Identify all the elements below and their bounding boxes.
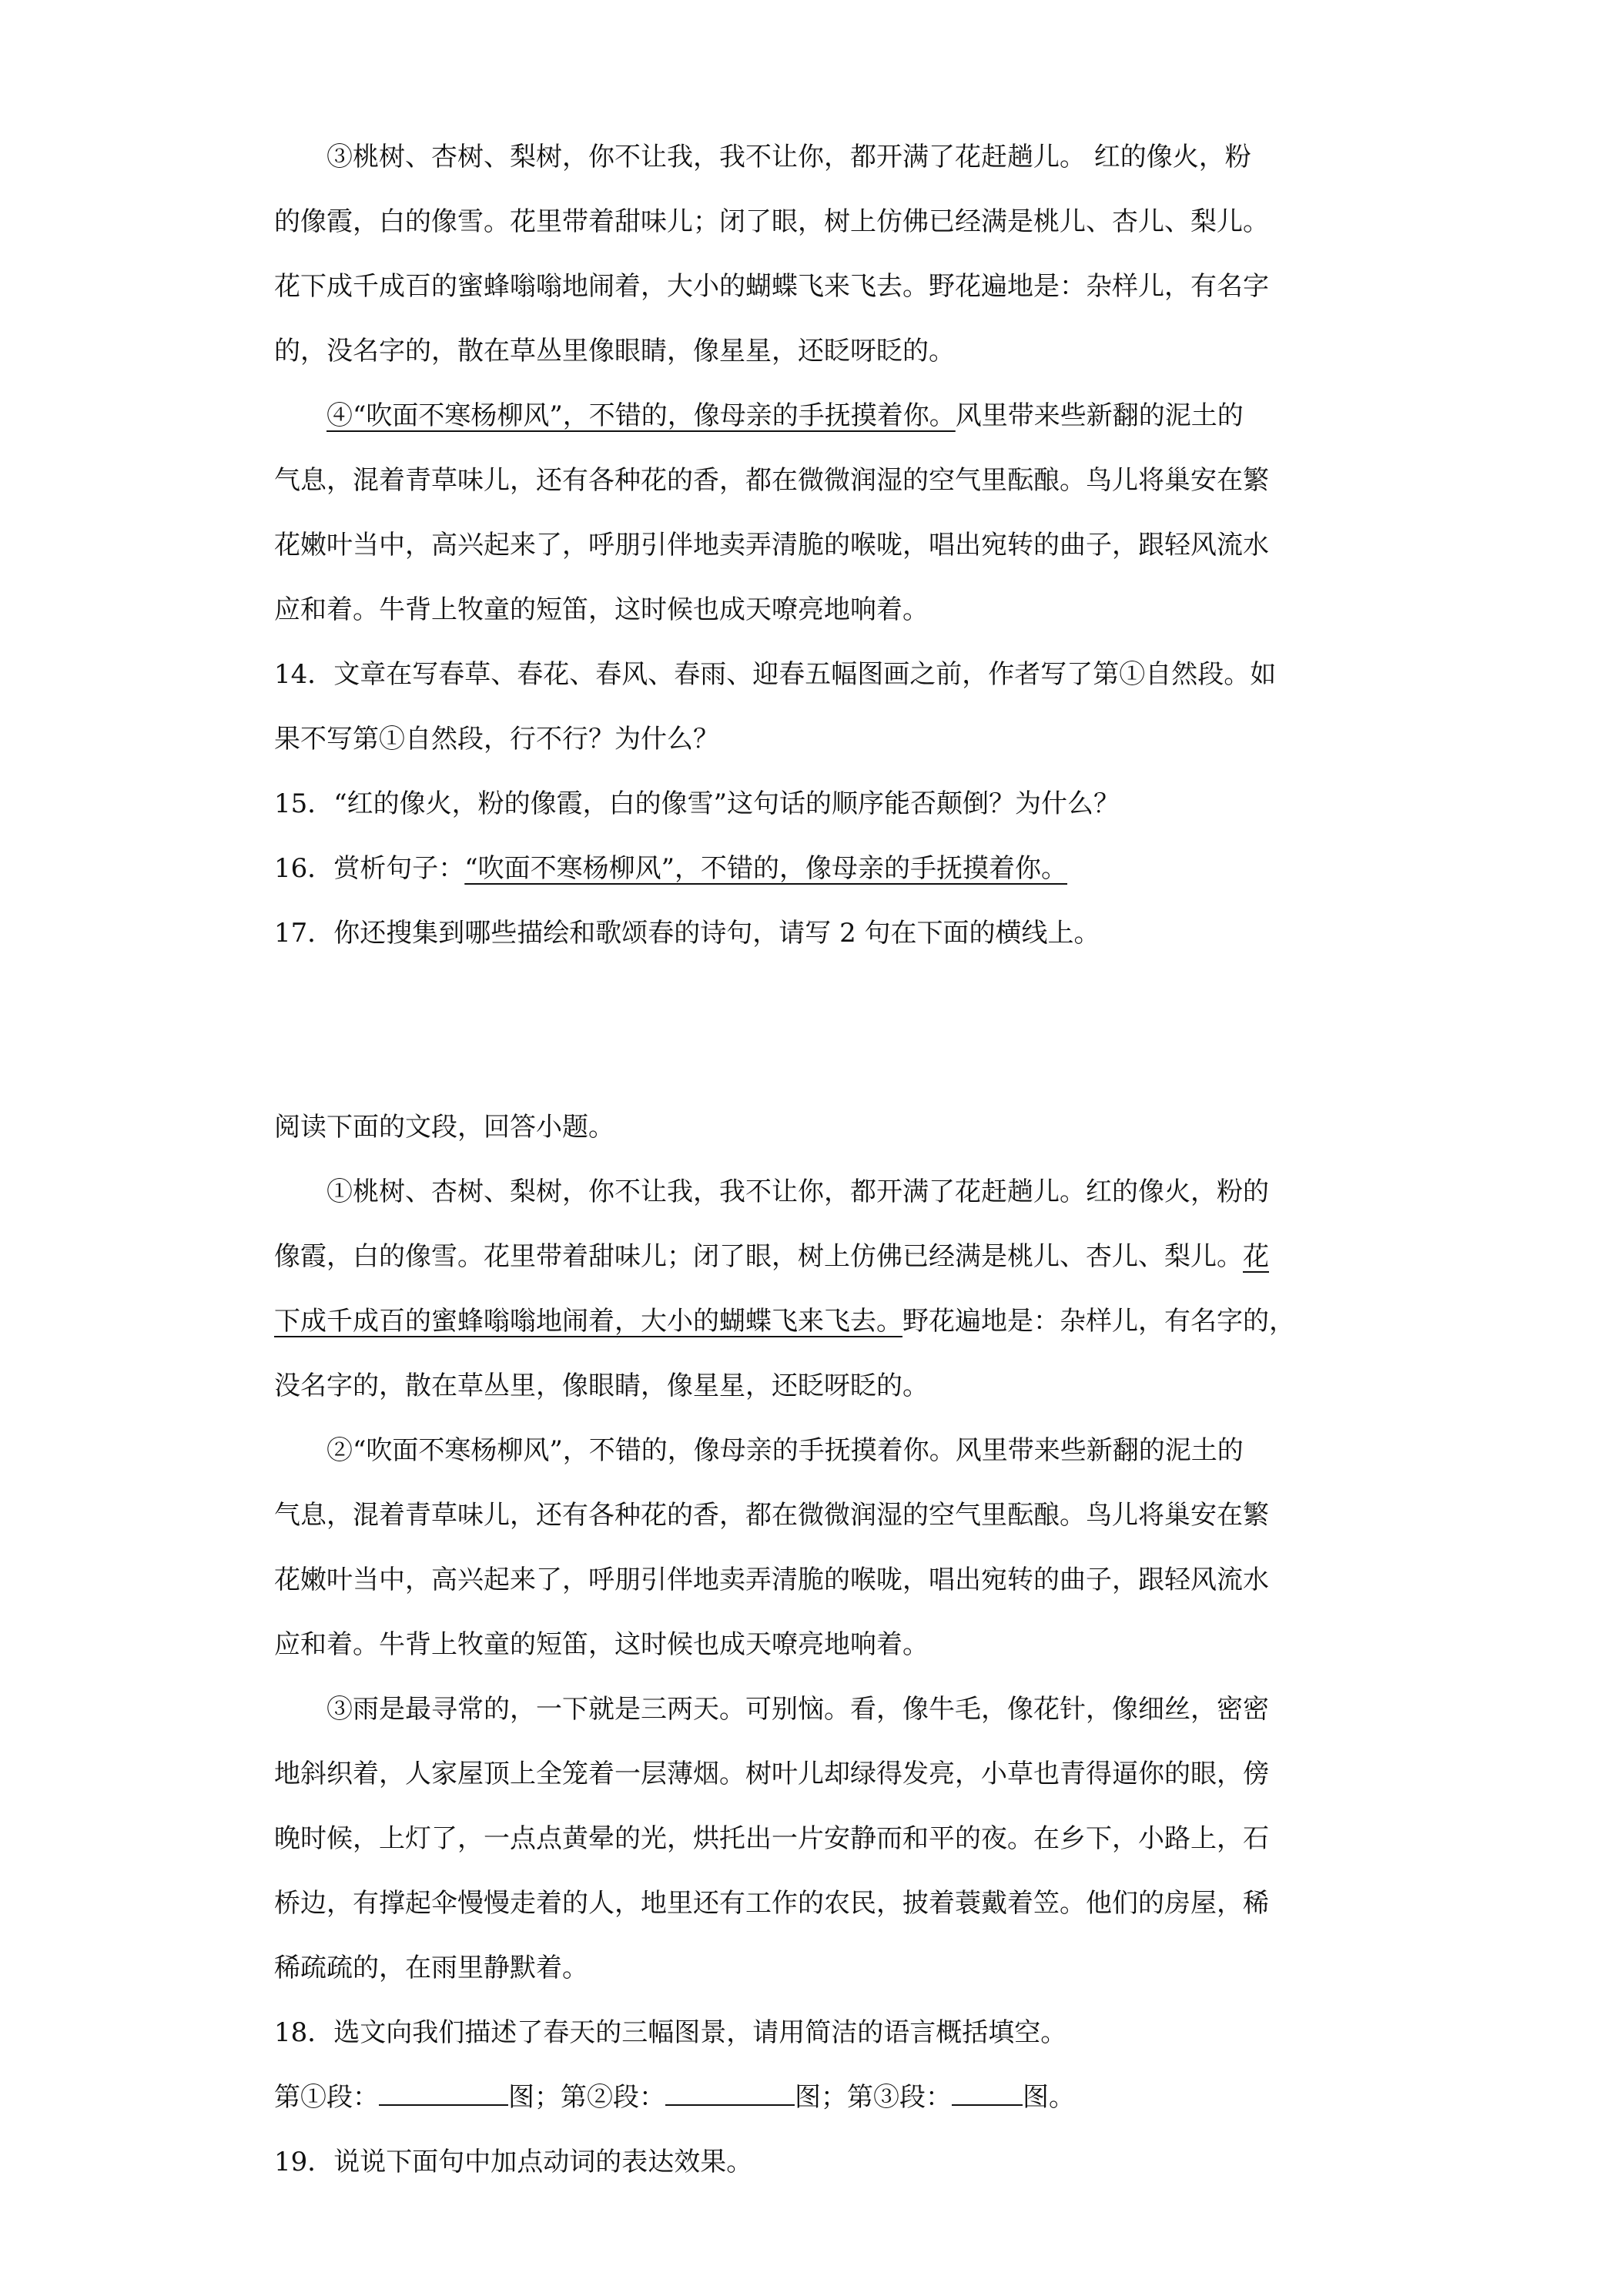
text-line: 气息，混着青草味儿，还有各种花的香，都在微微润湿的空气里酝酿。鸟儿将巢安在繁 <box>274 465 1269 496</box>
text-line: 花嫩叶当中，高兴起来了，呼朋引伴地卖弄清脆的喉咙，唱出宛转的曲子，跟轻风流水 <box>274 1565 1269 1595</box>
question-15: 15．“红的像火，粉的像霞，白的像雪”这句话的顺序能否颠倒？为什么？ <box>274 788 1120 819</box>
text-line: ③雨是最寻常的，一下就是三两天。可别恼。看，像牛毛，像花针，像细丝，密密 <box>326 1694 1269 1725</box>
text-line: 没名字的，散在草丛里，像眼睛，像星星，还眨呀眨的。 <box>274 1371 929 1401</box>
text-segment: 图；第②段： <box>508 2082 665 2113</box>
passage2-paragraph-1 <box>274 1160 1360 1418</box>
passage1-paragraph-3 <box>274 125 1360 383</box>
text-segment: 16．赏析句子： <box>274 853 465 884</box>
text-line <box>274 1224 1360 1289</box>
text-line: 花下成千成百的蜜蜂嗡嗡地闹着，大小的蝴蝶飞来飞去。野花遍地是：杂样儿，有名字 <box>274 271 1269 302</box>
text-line: 晚时候，上灯了，一点点黄晕的光，烘托出一片安静而和平的夜。在乡下，小路上，石 <box>274 1823 1269 1854</box>
text-segment: 像霞，白的像雪。花里带着甜味儿；闭了眼，树上仿佛已经满是桃儿、杏儿、梨儿。 <box>274 1241 1243 1272</box>
text-line <box>274 383 1360 448</box>
text-segment: 图。 <box>1023 2082 1075 2113</box>
text-segment: 风里带来些新翻的泥土的 <box>955 400 1244 431</box>
text-line: 气息，混着青草味儿，还有各种花的香，都在微微润湿的空气里酝酿。鸟儿将巢安在繁 <box>274 1500 1269 1531</box>
passage2-paragraph-2 <box>274 1418 1360 1677</box>
passage2-paragraph-3 <box>274 1677 1360 2000</box>
text-line: 的，没名字的，散在草丛里像眼睛，像星星，还眨呀眨的。 <box>274 336 955 366</box>
text-line: ③桃树、杏树、梨树，你不让我，我不让你，都开满了花赶趟儿。 红的像火，粉 <box>326 142 1251 172</box>
questions-14-17 <box>274 642 1360 966</box>
text-line: ①桃树、杏树、梨树，你不让我，我不让你，都开满了花赶趟儿。红的像火，粉的 <box>326 1176 1269 1207</box>
text-segment: 图；第③段： <box>795 2082 952 2113</box>
text-line: 花嫩叶当中，高兴起来了，呼朋引伴地卖弄清脆的喉咙，唱出宛转的曲子，跟轻风流水 <box>274 530 1269 561</box>
reading-intro <box>274 1095 1360 1160</box>
answer-blank-3[interactable] <box>952 2078 1023 2106</box>
question-17: 17．你还搜集到哪些描绘和歌颂春的诗句，请写 2 句在下面的横线上。 <box>274 918 1100 949</box>
underlined-sentence: 花 <box>1243 1241 1269 1272</box>
passage1-paragraph-4 <box>274 383 1360 642</box>
underlined-sentence: 下成千成百的蜜蜂嗡嗡地闹着，大小的蝴蝶飞来飞去。 <box>274 1306 902 1337</box>
question-16 <box>274 836 1360 901</box>
text-line <box>274 1289 1360 1354</box>
text-line: 稀疏疏的，在雨里静默着。 <box>274 1953 588 1983</box>
text-segment: 野花遍地是：杂样儿，有名字的， <box>902 1306 1295 1337</box>
text-segment: 第①段： <box>274 2082 379 2113</box>
question-19: 19．说说下面句中加点动词的表达效果。 <box>274 2147 753 2177</box>
question-14-line-1: 14．文章在写春草、春花、春风、春雨、迎春五幅图画之前，作者写了第①自然段。如 <box>274 659 1277 690</box>
text-line: ②“吹面不寒杨柳风”，不错的，像母亲的手抚摸着你。风里带来些新翻的泥土的 <box>326 1435 1244 1466</box>
text-line: 应和着。牛背上牧童的短笛，这时候也成天嘹亮地响着。 <box>274 1629 929 1660</box>
text-line: 桥边，有撑起伞慢慢走着的人，地里还有工作的农民，披着蓑戴着笠。他们的房屋，稀 <box>274 1888 1269 1919</box>
underlined-sentence: “吹面不寒杨柳风”，不错的，像母亲的手抚摸着你。 <box>464 853 1068 884</box>
text-line: 应和着。牛背上牧童的短笛，这时候也成天嘹亮地响着。 <box>274 594 929 625</box>
text-line: 地斜织着，人家屋顶上全笼着一层薄烟。树叶儿却绿得发亮，小草也青得逼你的眼，傍 <box>274 1759 1269 1789</box>
questions-18-19 <box>274 2000 1360 2194</box>
intro-line: 阅读下面的文段，回答小题。 <box>274 1112 614 1143</box>
text-line: 的像霞，白的像雪。花里带着甜味儿；闭了眼，树上仿佛已经满是桃儿、杏儿、梨儿。 <box>274 206 1269 237</box>
answer-blank-1[interactable] <box>379 2078 508 2106</box>
question-18: 18．选文向我们描述了春天的三幅图景，请用简洁的语言概括填空。 <box>274 2017 1067 2048</box>
question-18-fill <box>274 2065 1360 2130</box>
answer-blank-2[interactable] <box>665 2078 795 2106</box>
question-14-line-2: 果不写第①自然段，行不行？为什么？ <box>274 724 719 755</box>
underlined-sentence: ④“吹面不寒杨柳风”，不错的，像母亲的手抚摸着你。 <box>326 400 956 431</box>
